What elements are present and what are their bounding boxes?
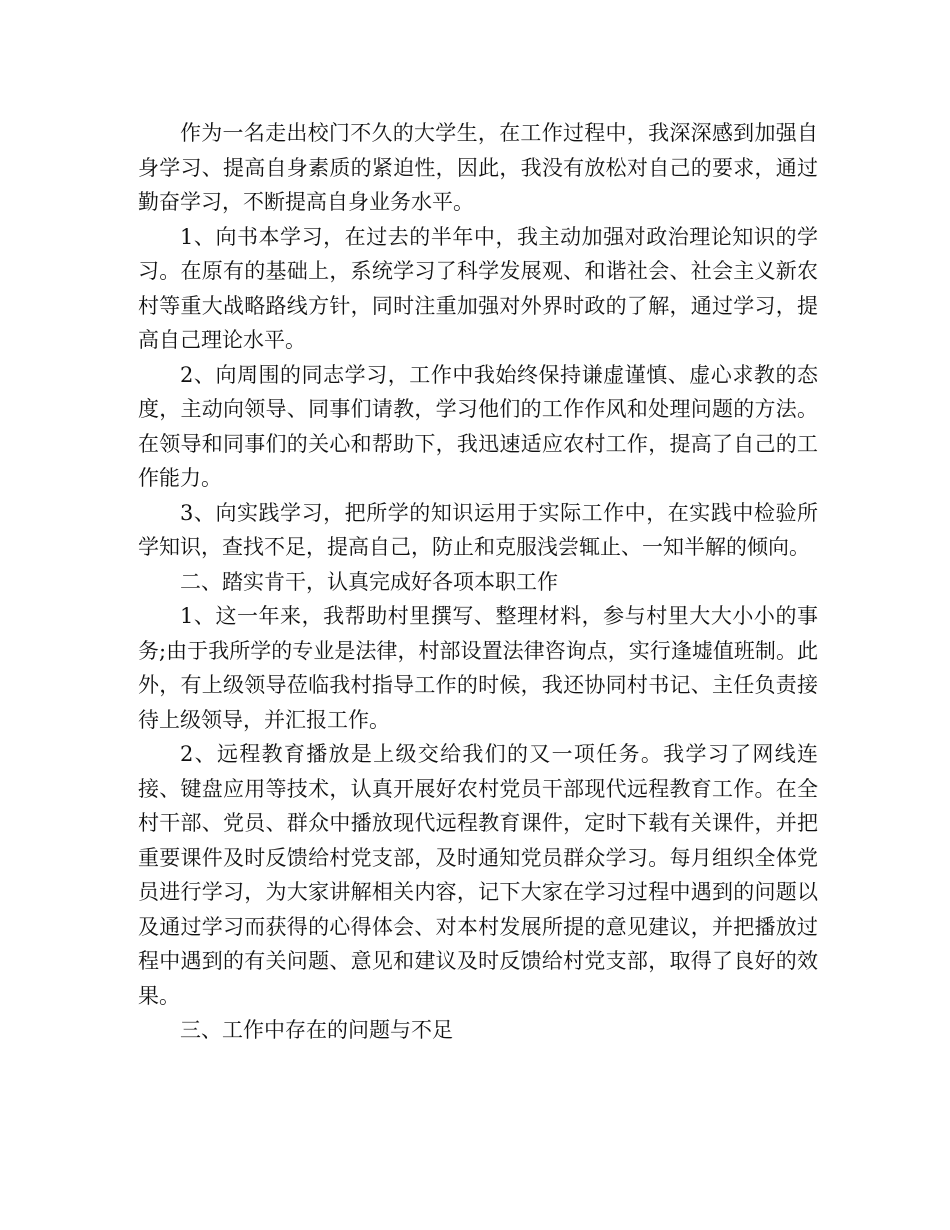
paragraph-book-learning: 1、向书本学习，在过去的半年中，我主动加强对政治理论知识的学习。在原有的基础上，系统学习了科学发展观、和谐社会、社会主义新农村等重大战略路线方针，同时注重加强对外界时政的了解，通过学习，提高自己理论水平。 [138, 224, 818, 352]
paragraph-colleague-learning: 2、向周围的同志学习，工作中我始终保持谦虚谨慎、虚心求教的态度，主动向领导、同事们请教，学习他们的工作作风和处理问题的方法。在领导和同事们的关心和帮助下，我迅速适应农村工作，提高了自己的工作能力。 [138, 362, 818, 490]
paragraph-study-intro: 作为一名走出校门不久的大学生，在工作过程中，我深深感到加强自身学习、提高自身素质的紧迫性，因此，我没有放松对自己的要求，通过勤奋学习，不断提高自身业务水平。 [138, 121, 818, 214]
paragraph-remote-education: 2、远程教育播放是上级交给我们的又一项任务。我学习了网线连接、键盘应用等技术，认真开展好农村党员干部现代远程教育工作。在全村干部、党员、群众中播放现代远程教育课件，定时下载有关课件，并把重要课件及时反馈给村党支部，及时通知党员群众学习。每月组织全体党员进行学习，为大家讲解相关内容，记下大家在学习过程中遇到的问题以及通过学习而获得的心得体会、对本村发展所提的意见建议，并把播放过程中遇到的有关问题、意见和建议及时反馈给村党支部，取得了良好的效果。 [138, 742, 818, 1008]
document-body [138, 116, 818, 1048]
paragraph-practice-learning: 3、向实践学习，把所学的知识运用于实际工作中，在实践中检验所学知识，查找不足，提高自己，防止和克服浅尝辄止、一知半解的倾向。 [138, 500, 818, 559]
section-heading-problems: 三、工作中存在的问题与不足 [180, 1018, 453, 1042]
section-heading-duties: 二、踏实肯干，认真完成好各项本职工作 [180, 569, 558, 594]
paragraph-village-affairs: 1、这一年来，我帮助村里撰写、整理材料，参与村里大大小小的事务;由于我所学的专业是法律，村部设置法律咨询点，实行逢墟值班制。此外，有上级领导莅临我村指导工作的时候，我还协同村书记、主任负责接待上级领导，并汇报工作。 [138, 604, 818, 732]
